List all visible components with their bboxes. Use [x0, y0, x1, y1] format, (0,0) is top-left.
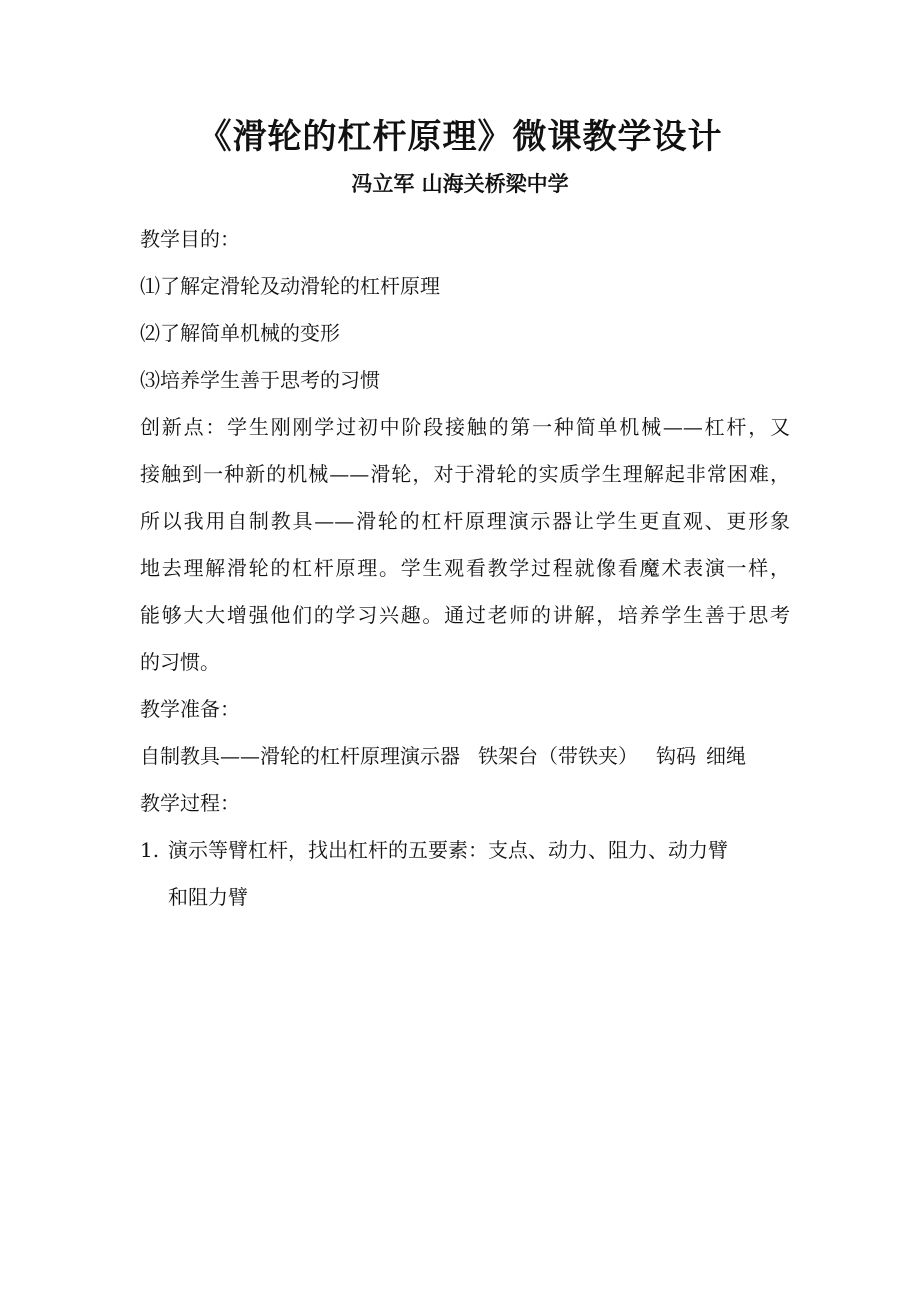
innovation-line: 地去理解滑轮的杠杆原理。学生观看教学过程就像看魔术表演一样，	[140, 556, 790, 580]
step-text-continued: 和阻力臂	[168, 885, 248, 909]
innovation-line: 能够大大增强他们的学习兴趣。通过老师的讲解，培养学生善于思考	[140, 603, 790, 627]
author-line: 冯立军 山海关桥梁中学	[351, 171, 569, 196]
objective-item: ⑵了解简单机械的变形	[140, 321, 340, 345]
objectives-heading: 教学目的：	[140, 227, 240, 251]
innovation-line: 创新点：学生刚刚学过初中阶段接触的第一种简单机械——杠杆，又	[140, 415, 790, 439]
innovation-paragraph	[140, 404, 790, 686]
preparation-heading: 教学准备：	[140, 697, 240, 721]
preparation-item: 钩码	[656, 744, 696, 768]
preparation-item: 自制教具——滑轮的杠杆原理演示器	[140, 744, 460, 768]
process-step	[140, 827, 790, 921]
innovation-line: 的习惯。	[140, 650, 220, 674]
objective-item: ⑶培养学生善于思考的习惯	[140, 368, 380, 392]
process-heading: 教学过程：	[140, 791, 240, 815]
innovation-line: 接触到一种新的机械——滑轮，对于滑轮的实质学生理解起非常困难，	[140, 462, 790, 486]
preparation-item: 细绳	[706, 744, 746, 768]
preparation-item: 铁架台（带铁夹）	[478, 744, 638, 768]
preparation-list	[140, 733, 790, 780]
innovation-line: 所以我用自制教具——滑轮的杠杆原理演示器让学生更直观、更形象	[140, 509, 790, 533]
step-number: 1.	[140, 838, 160, 862]
objective-item: ⑴了解定滑轮及动滑轮的杠杆原理	[140, 274, 440, 298]
document-body	[140, 216, 790, 921]
step-text: 演示等臂杠杆，找出杠杆的五要素：支点、动力、阻力、动力臂	[168, 838, 728, 862]
document-title: 《滑轮的杠杆原理》微课教学设计	[197, 117, 723, 157]
